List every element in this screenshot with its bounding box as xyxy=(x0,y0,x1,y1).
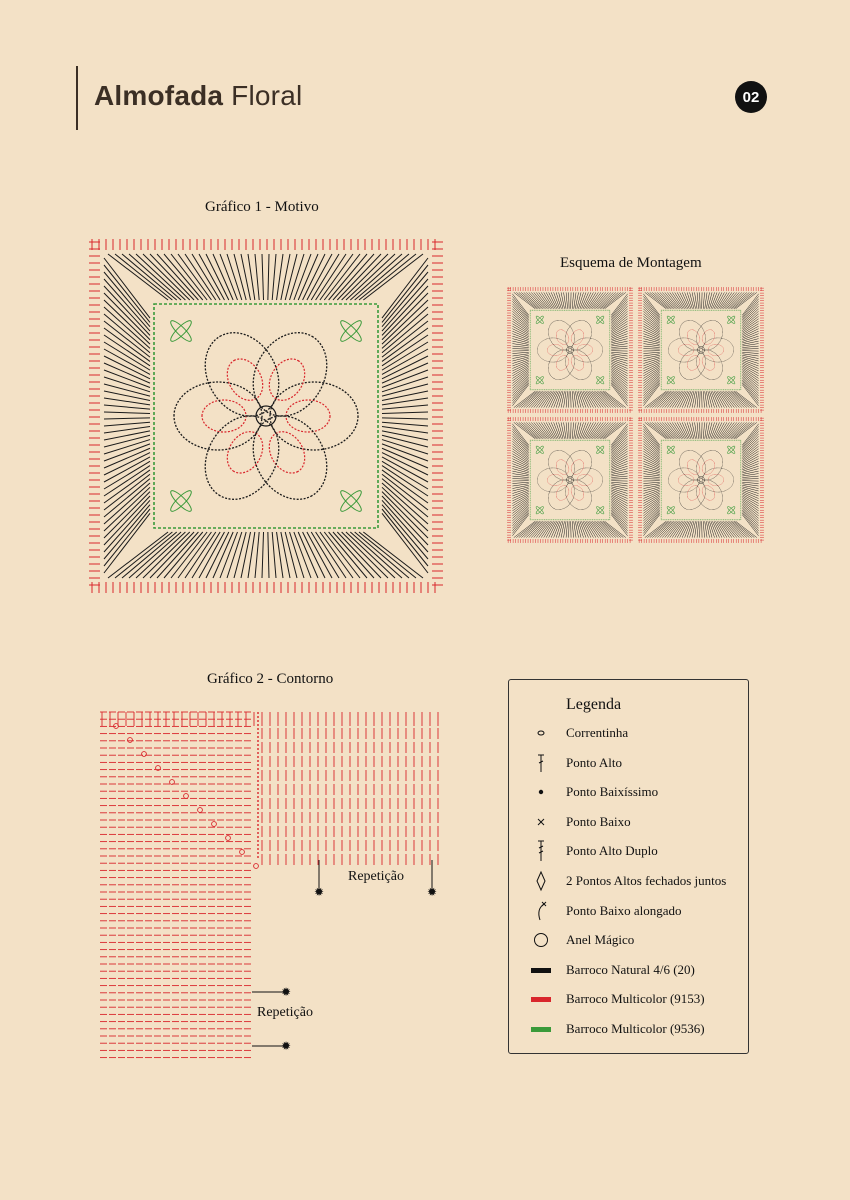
assembly-motif xyxy=(507,287,633,413)
legend-label: Correntinha xyxy=(566,725,629,740)
legend-item xyxy=(509,929,748,951)
page-number-badge: 02 xyxy=(735,81,767,113)
long-single-crochet-icon xyxy=(531,900,551,922)
page-title: Almofada Floral xyxy=(94,80,303,111)
chain-icon xyxy=(531,722,551,744)
legend-item xyxy=(509,781,748,803)
assembly-motif xyxy=(638,417,764,543)
single-crochet-icon xyxy=(531,811,551,833)
repeat-marker-icon: ✹ xyxy=(313,885,325,899)
magic-ring-icon xyxy=(531,929,551,951)
assembly-motif xyxy=(638,287,764,413)
slip-stitch-icon xyxy=(531,781,551,803)
header-divider xyxy=(76,66,78,130)
motif-chart xyxy=(86,236,446,598)
legend-label: Ponto Alto Duplo xyxy=(566,843,658,858)
legend-item xyxy=(509,840,748,862)
color-swatch xyxy=(531,959,551,981)
repeat-label-left: Repetição xyxy=(257,1005,313,1020)
color-swatch xyxy=(531,988,551,1010)
repeat-marker-icon: ✹ xyxy=(280,985,292,999)
treble-crochet-icon xyxy=(531,840,551,862)
legend-label: Barroco Multicolor (9153) xyxy=(566,991,705,1006)
legend-item xyxy=(509,900,748,922)
assembly-title: Esquema de Montagem xyxy=(560,255,702,271)
legend-label: Ponto Alto xyxy=(566,755,622,770)
legend-item xyxy=(509,959,748,981)
legend-label: Ponto Baixo alongado xyxy=(566,903,682,918)
legend-item xyxy=(509,752,748,774)
assembly-diagram xyxy=(506,286,766,544)
legend-label: Anel Mágico xyxy=(566,932,635,947)
legend-item xyxy=(509,722,748,744)
legend-item xyxy=(509,1018,748,1040)
repeat-marker-icon: ✹ xyxy=(280,1039,292,1053)
legend-box xyxy=(508,679,749,1054)
legend-label: Barroco Multicolor (9536) xyxy=(566,1021,705,1036)
legend-label: 2 Pontos Altos fechados juntos xyxy=(566,873,727,888)
legend-label: Ponto Baixo xyxy=(566,814,631,829)
legend-label: Ponto Baixíssimo xyxy=(566,784,659,799)
legend-label: Barroco Natural 4/6 (20) xyxy=(566,962,695,977)
dc2tog-icon xyxy=(531,870,551,892)
legend-title: Legenda xyxy=(566,696,622,713)
repeat-label-right: Repetição xyxy=(348,869,404,884)
double-crochet-icon xyxy=(531,752,551,774)
chart2-title: Gráfico 2 - Contorno xyxy=(207,671,334,687)
assembly-motif xyxy=(507,417,633,543)
legend-item xyxy=(509,870,748,892)
chart1-title: Gráfico 1 - Motivo xyxy=(205,199,319,215)
motif-pattern xyxy=(89,239,443,593)
legend-item xyxy=(509,988,748,1010)
legend-item xyxy=(509,811,748,833)
repeat-marker-icon: ✹ xyxy=(426,885,438,899)
color-swatch xyxy=(531,1018,551,1040)
